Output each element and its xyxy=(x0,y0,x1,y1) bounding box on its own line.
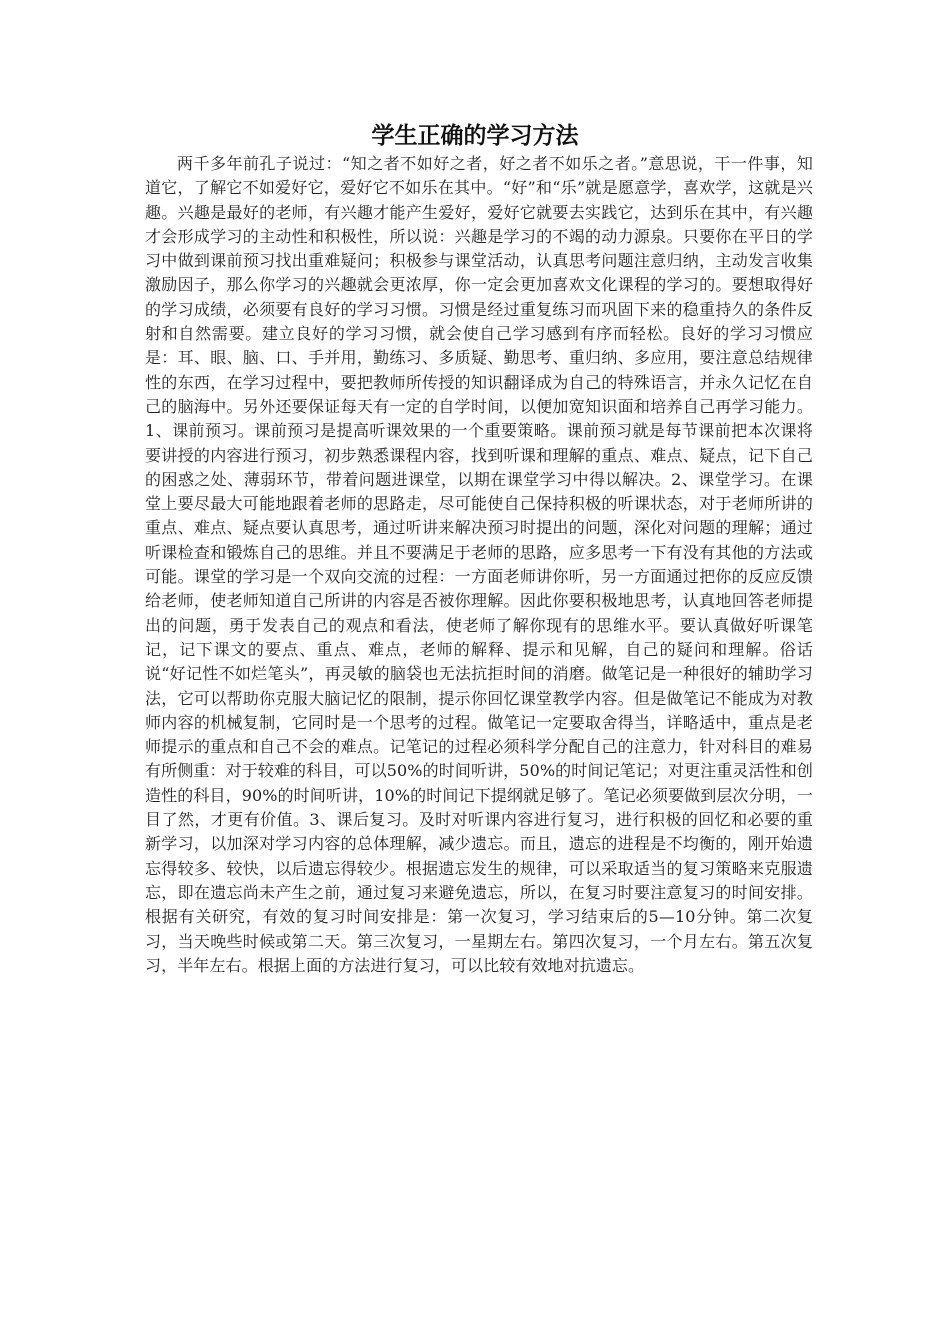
document-body-paragraph: 两千多年前孔子说过：“知之者不如好之者，好之者不如乐之者。”意思说，干一件事，知道它，了解它不如爱好它，爱好它不如乐在其中。“好”和“乐”就是愿意学，喜欢学，这就是兴趣。兴趣是最好的老师，有兴趣才能产生爱好，爱好它就要去实践它，达到乐在其中，有兴趣才会形成学习的主动性和积极性，所以说：兴趣是学习的不竭的动力源泉。只要你在平日的学习中做到课前预习找出重难疑问；积极参与课堂活动，认真思考问题注意归纳，主动发言收集激励因子，那么你学习的兴趣就会更浓厚，你一定会更加喜欢文化课程的学习的。要想取得好的学习成绩，必须要有良好的学习习惯。习惯是经过重复练习而巩固下来的稳重持久的条件反射和自然需要。建立良好的学习习惯，就会使自己学习感到有序而轻松。良好的学习习惯应是：耳、眼、脑、口、手并用，勤练习、多质疑、勤思考、重归纳、多应用，要注意总结规律性的东西，在学习过程中，要把教师所传授的知识翻译成为自己的特殊语言，并永久记忆在自己的脑海中。另外还要保证每天有一定的自学时间，以便加宽知识面和培养自己再学习能力。1、课前预习。课前预习是提高听课效果的一个重要策略。课前预习就是每节课前把本次课将要讲授的内容进行预习，初步熟悉课程内容，找到听课和理解的重点、难点、疑点，记下自己的困惑之处、薄弱环节，带着问题进课堂，以期在课堂学习中得以解决。2、课堂学习。在课堂上要尽最大可能地跟着老师的思路走，尽可能使自己保持积极的听课状态，对于老师所讲的重点、难点、疑点要认真思考，通过听讲来解决预习时提出的问题，深化对问题的理解；通过听课检查和锻炼自己的思维。并且不要满足于老师的思路，应多思考一下有没有其他的方法或可能。课堂的学习是一个双向交流的过程：一方面老师讲你听，另一方面通过把你的反应反馈给老师，使老师知道自己所讲的内容是否被你理解。因此你要积极地思考，认真地回答老师提出的问题，勇于发表自己的观点和看法，使老师了解你现有的思维水平。要认真做好听课笔记，记下课文的要点、重点、难点，老师的解释、提示和见解，自己的疑问和理解。俗话说“好记性不如烂笔头”，再灵敏的脑袋也无法抗拒时间的消磨。做笔记是一种很好的辅助学习法，它可以帮助你克服大脑记忆的限制，提示你回忆课堂教学内容。但是做笔记不能成为对教师内容的机械复制，它同时是一个思考的过程。做笔记一定要取舍得当，详略适中，重点是老师提示的重点和自己不会的难点。记笔记的过程必须科学分配自己的注意力，针对科目的难易有所侧重：对于较难的科目，可以50%的时间听讲，50%的时间记笔记；对更注重灵活性和创造性的科目，90%的时间听讲，10%的时间记下提纲就足够了。笔记必须要做到层次分明，一目了然，才更有价值。3、课后复习。及时对听课内容进行复习，进行积极的回忆和必要的重新学习，以加深对学习内容的总体理解，减少遗忘。而且，遗忘的进程是不均衡的，刚开始遗忘得较多、较快，以后遗忘得较少。根据遗忘发生的规律，可以采取适当的复习策略来克服遗忘，即在遗忘尚未产生之前，通过复习来避免遗忘，所以，在复习时要注意复习的时间安排。根据有关研究，有效的复习时间安排是：第一次复习，学习结束后的5—10分钟。第二次复习，当天晚些时候或第二天。第三次复习，一星期左右。第四次复习，一个月左右。第五次复习，半年左右。根据上面的方法进行复习，可以比较有效地对抗遗忘。 xyxy=(145,154,813,975)
document-title: 学生正确的学习方法 xyxy=(371,123,579,149)
